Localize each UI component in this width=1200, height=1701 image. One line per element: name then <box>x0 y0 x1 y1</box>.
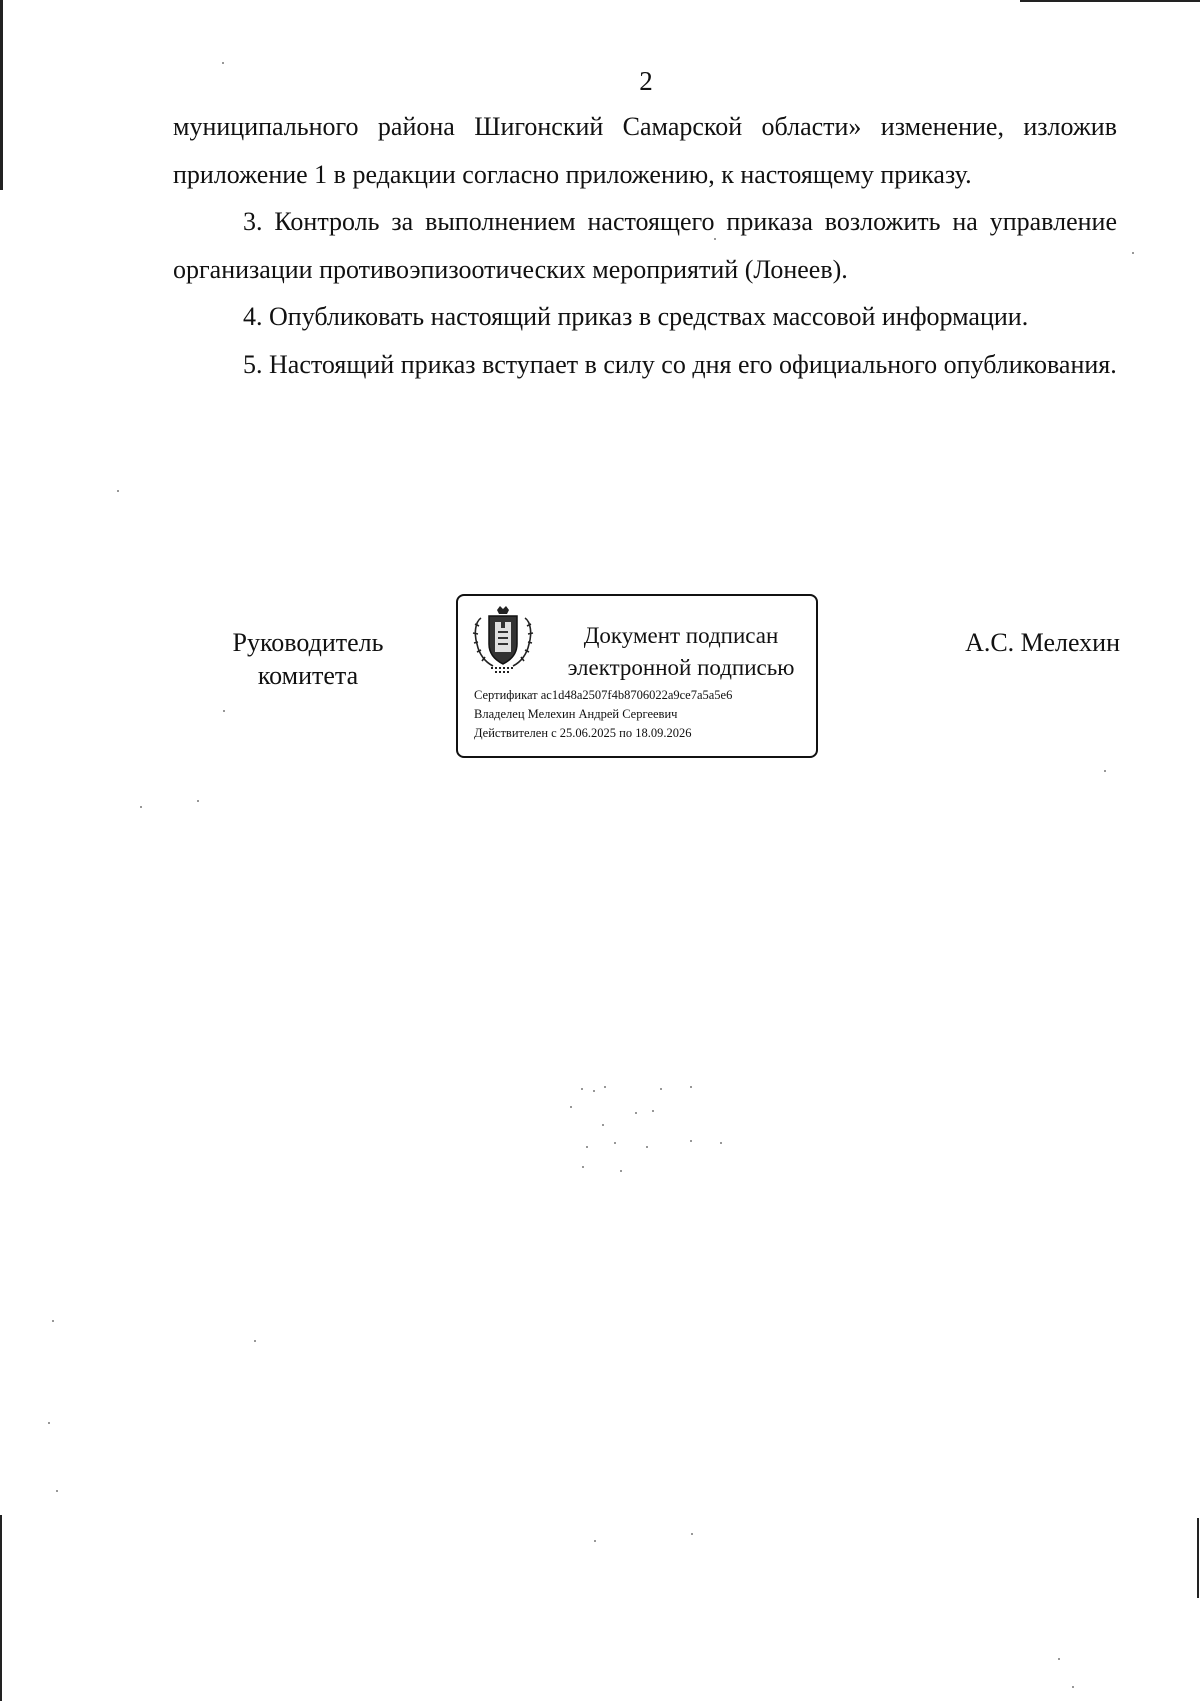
scan-speck <box>1104 770 1106 772</box>
scan-speck <box>646 1146 648 1148</box>
scan-speck <box>581 1088 583 1090</box>
stamp-certificate: Сертификат ac1d48a2507f4b8706022a9ce7a5a5e6 <box>474 688 733 702</box>
scan-speck <box>714 238 716 240</box>
scan-speck <box>586 1146 588 1148</box>
signatory-position <box>218 626 398 692</box>
scan-speck <box>582 1166 584 1168</box>
signatory-position-line-2: комитета <box>257 661 359 690</box>
scan-speck <box>1058 1658 1060 1660</box>
scan-speck <box>594 1540 596 1542</box>
top-scan-edge <box>1020 0 1200 2</box>
stamp-title <box>550 620 812 684</box>
scan-speck <box>56 1490 58 1492</box>
body-text <box>173 103 1117 388</box>
stamp-owner: Владелец Мелехин Андрей Сергеевич <box>474 707 678 721</box>
scan-speck <box>117 490 119 492</box>
scan-speck <box>690 1086 692 1088</box>
signatory-position-line-1: Руководитель <box>232 628 384 657</box>
scan-speck <box>602 1124 604 1126</box>
paragraph-item-3: 3. Контроль за выполнением настоящего приказа возложить на управление организации противоэпизоотических мероприятий (Лонеев). <box>173 207 1117 284</box>
stamp-title-line-1: Документ подписан <box>583 623 779 648</box>
scan-speck <box>620 1170 622 1172</box>
coat-of-arms-icon <box>471 604 535 676</box>
scan-speck <box>604 1086 606 1088</box>
scan-speck <box>652 1110 654 1112</box>
stamp-validity: Действителен с 25.06.2025 по 18.09.2026 <box>474 726 692 740</box>
paragraph-item-4: 4. Опубликовать настоящий приказ в средствах массовой информации. <box>243 302 1029 331</box>
scan-speck <box>223 710 225 712</box>
scan-speck <box>197 800 199 802</box>
scan-speck <box>635 1112 637 1114</box>
scan-speck <box>690 1140 692 1142</box>
paragraph-continuation: муниципального района Шигонский Самарской области» изменение, изложив приложение 1 в редакции согласно приложению, к настоящему приказу. <box>173 112 1117 189</box>
scan-speck <box>1132 252 1134 254</box>
scan-speck <box>660 1088 662 1090</box>
scan-speck <box>1072 1686 1074 1688</box>
signatory-name: А.С. Мелехин <box>965 628 1120 657</box>
left-scan-edge-bottom <box>0 1515 2 1701</box>
scan-speck <box>691 1533 693 1535</box>
right-scan-edge <box>1197 1518 1199 1598</box>
stamp-title-line-2: электронной подписью <box>567 655 795 680</box>
scan-speck <box>52 1320 54 1322</box>
scan-speck <box>593 1090 595 1092</box>
scan-speck <box>254 1340 256 1342</box>
scan-speck <box>720 1142 722 1144</box>
paragraph-item-5: 5. Настоящий приказ вступает в силу со дня его официального опубликования. <box>243 349 1117 379</box>
scan-speck <box>222 62 224 64</box>
scan-speck <box>140 806 142 808</box>
scan-speck <box>614 1142 616 1144</box>
scan-speck <box>48 1422 50 1424</box>
page-number: 2 <box>639 66 653 96</box>
scan-speck <box>570 1106 572 1108</box>
electronic-signature-stamp <box>456 594 818 758</box>
stamp-details <box>474 686 814 743</box>
